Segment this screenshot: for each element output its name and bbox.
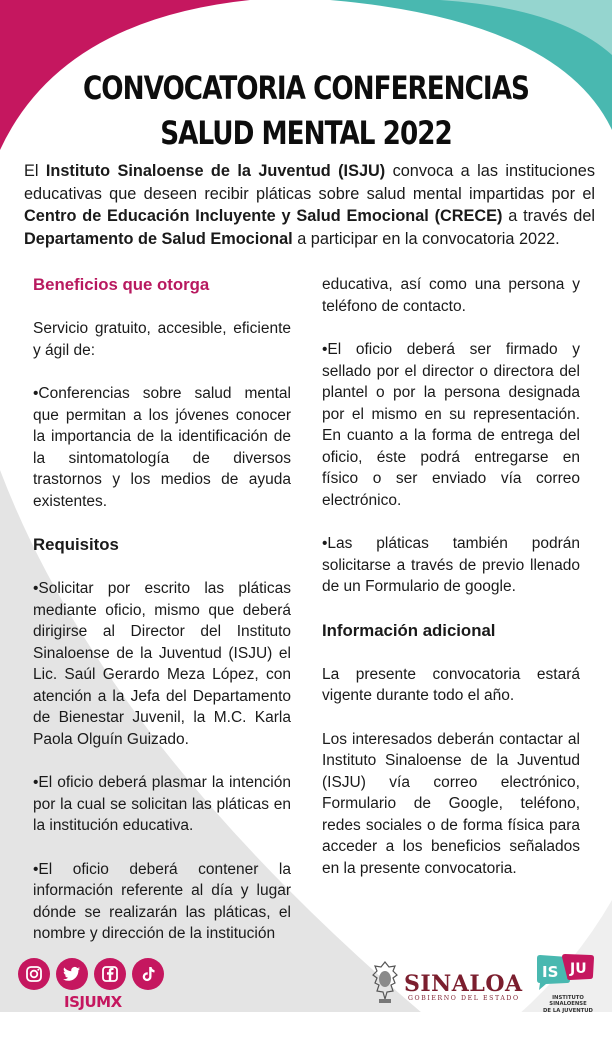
left-column — [33, 274, 291, 945]
title-line-1: CONVOCATORIA CONFERENCIAS — [83, 69, 529, 107]
twitter-icon[interactable] — [56, 958, 88, 990]
isju-subtitle — [533, 995, 603, 1014]
isju-logo — [534, 954, 596, 992]
additional-info-validity: La presente convocatoria estará vigente durante todo el año. — [322, 665, 580, 704]
intro-text-3: a través del — [502, 207, 595, 225]
requirement-item-2: •El oficio deberá plasmar la intención por la cual se solicitan las pláticas en la institución educativa. — [33, 774, 291, 834]
sinaloa-subtitle: GOBIERNO DEL ESTADO — [408, 995, 520, 1002]
additional-info-heading: Información adicional — [322, 620, 496, 640]
intro-text-4: a participar en la convocatoria 2022. — [292, 229, 560, 248]
benefits-intro: Servicio gratuito, accesible, eficiente y ágil de: — [33, 320, 291, 359]
requirement-item-3-continued: educativa, así como una persona y teléfono de contacto. — [322, 276, 580, 315]
requirements-heading: Requisitos — [33, 535, 119, 554]
isju-subtitle-line-1: INSTITUTO SINALOENSE — [549, 995, 587, 1008]
additional-info-contact: Los interesados deberán contactar al Instituto Sinaloense de la Juventud (ISJU) vía correo electrónico, Formulario de Google, teléfono, redes sociales o de forma física para acceder a los beneficios señalados en la presente convocatoria. — [322, 730, 580, 877]
intro-paragraph — [24, 160, 595, 250]
intro-bold-isju: Instituto Sinaloense de la Juventud (ISJU) — [45, 162, 386, 180]
requirement-item-1: •Solicitar por escrito las pláticas mediante oficio, mismo que deberá dirigirse al Director del Instituto Sinaloense de la Juventud (ISJU) el Lic. Saúl Gerardo Meza López, con atención a la Jefa del Departamento de Bienestar Juvenil, la M.C. Karla Paola Olguín Guizado. — [33, 580, 291, 748]
sinaloa-wordmark: SINALOA — [404, 971, 523, 997]
intro-bold-department: Departamento de Salud Emocional — [24, 229, 293, 248]
isju-logo-text-ju: JU — [570, 961, 587, 977]
right-column — [322, 274, 580, 879]
intro-bold-crece: Centro de Educación Incluyente y Salud Emocional (CRECE) — [24, 207, 503, 225]
page-title — [55, 66, 557, 156]
intro-text-2: convoca a las instituciones educativas que deseen recibir pláticas sobre salud mental impartidas por el — [24, 162, 595, 203]
requirement-item-3: •El oficio deberá contener la información referente al día y lugar dónde se realizarán las pláticas, el nombre y dirección de la institución — [33, 860, 291, 942]
requirement-item-4: •El oficio deberá ser firmado y sellado por el director o directora del plantel o por la persona designada por el mismo en su representación. En cuanto a la forma de entrega del oficio, éste podrá entregarse en físico o ser enviado vía correo electrónico. — [322, 341, 580, 509]
instagram-icon[interactable] — [18, 958, 50, 990]
sinaloa-seal-logo — [371, 961, 399, 1005]
requirement-item-5: •Las pláticas también podrán solicitarse a través de previo llenado de un Formulario de google. — [322, 535, 580, 595]
tiktok-icon[interactable] — [132, 958, 164, 990]
social-handle: ISJUMX — [64, 993, 122, 1011]
benefits-item: •Conferencias sobre salud mental que permitan a los jóvenes conocer la importancia de la identificación de la sintomatología de diversos trastornos y los medios de ayuda existentes. — [33, 385, 291, 510]
intro-text-1: El — [24, 162, 46, 180]
benefits-heading: Beneficios que otorga — [33, 275, 210, 294]
title-line-2: SALUD MENTAL 2022 — [160, 114, 452, 152]
facebook-icon[interactable] — [94, 958, 126, 990]
isju-logo-text-is: IS — [542, 963, 559, 981]
isju-subtitle-line-2: DE LA JUVENTUD — [543, 1007, 593, 1014]
footer-band — [0, 1012, 612, 1053]
